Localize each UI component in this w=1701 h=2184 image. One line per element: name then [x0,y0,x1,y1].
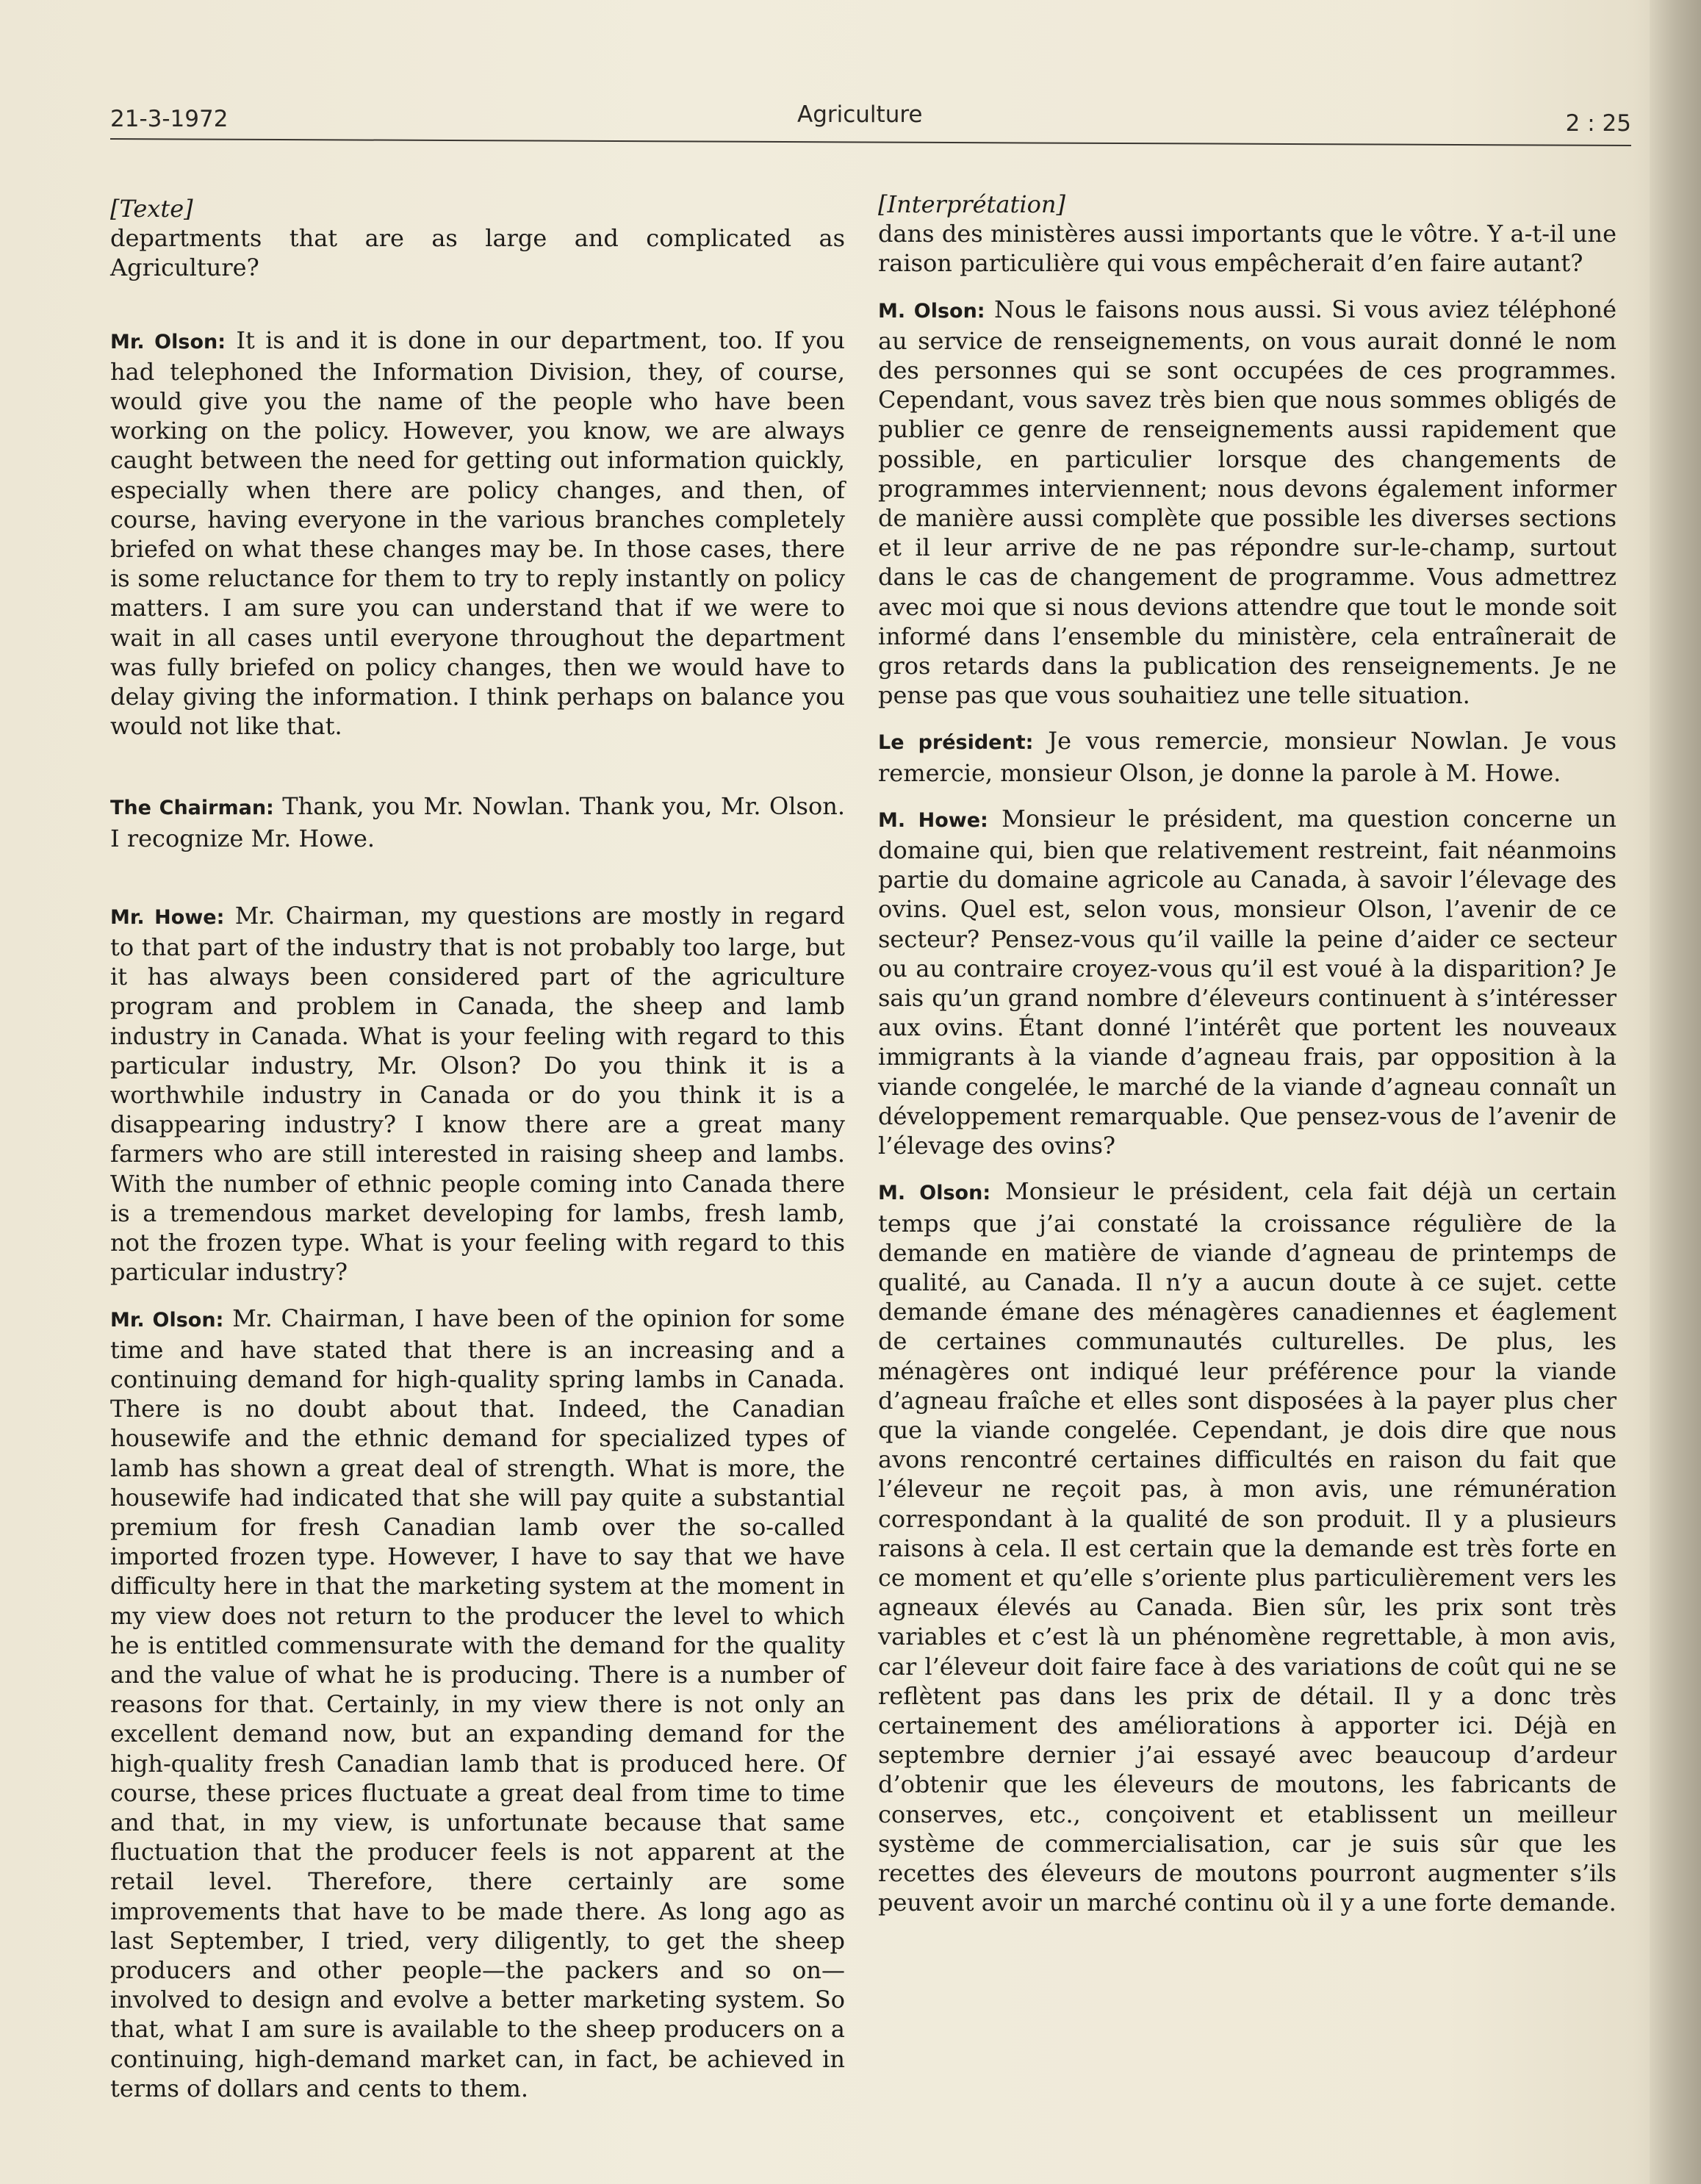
paragraph-president [878,726,1617,787]
paragraph-text: Monsieur le président, ma question concerne un domaine qui, bien que relativement restreint, fait néanmoins partie du domaine agricole au Canada, à savoir l’élevage des ovins. Quel est, selon vous, monsieur Olson, l’avenir de ce secteur? Pensez-vous qu’il vaille la peine d’aider ce secteur ou au contraire croyez-vous qu’il est voué à la disparition? Je sais qu’un grand nombre d’éleveurs continuent à s’intéresser aux ovins. Étant donné l’intérêt que portent les nouveaux immigrants à la viande d’agneau frais, par opposition à la viande congelée, le marché de la viande d’agneau connaît un développement remarquable. Que pensez-vous de l’avenir de l’élevage des ovins? [878,804,1617,1160]
paragraph-continuation [110,223,845,282]
paragraph-text: dans des ministères aussi importants que le vôtre. Y a-t-il une raison particulière qui vous empêcherait d’en faire autant? [878,220,1617,278]
paragraph-olson-2 [110,1304,845,2103]
paragraph-continuation [878,219,1617,278]
french-column [878,190,1617,1917]
speaker-label: Mr. Olson: [110,1308,224,1332]
speaker-label: M. Olson: [878,1182,991,1205]
language-tag: [Interprétation] [878,190,1065,218]
english-column [110,194,845,2103]
header-page-number: 2 : 25 [1565,110,1631,137]
paragraph-text: Mr. Chairman, my questions are mostly in regard to that part of the industry that is not probably too large, but it has always been considered part of the agriculture program and problem in Canada, the sheep and lamb industry in Canada. What is your feeling with regard to this particular industry, Mr. Olson? Do you think it is a worthwhile industry in Canada or do you think it is a disappearing industry? I know there are a great many farmers who are still interested in raising sheep and lambs. With the number of ethnic people coming into Canada there is a tremendous market developing for lambs, fresh lamb, not the frozen type. What is your feeling with regard to this particular industry? [110,901,845,1287]
paragraph-olson-1 [110,326,845,741]
paragraph-olson-1 [878,295,1617,711]
paragraph-text: Nous le faisons nous aussi. Si vous aviez téléphoné au service de renseignements, on vous aurait donné le nom des personnes qui se sont occupées de ces programmes. Cependant, vous savez très bien que nous sommes obligés de publier ce genre de renseignements aussi rapidement que possible, en particulier lorsque des changements de programmes interviennent; nous devons également informer de manière aussi complète que possible les diverses sections et il leur arrive de ne pas répondre sur-le-champ, surtout dans le cas de changement de programme. Vous admettrez avec moi que si nous devions attendre que tout le monde soit informé dans l’ensemble du ministère, cela entraînerait de gros retards dans la publication des renseignements. Je ne pense pas que vous souhaitiez une telle situation. [878,295,1617,710]
paragraph-text: Mr. Chairman, I have been of the opinion for some time and have stated that there is an increasing and a continuing demand for high-quality spring lambs in Canada. There is no doubt about that. Indeed, the Canadian housewife and the ethnic demand for specialized types of lamb has shown a great deal of strength. What is more, the housewife had indicated that she will pay quite a substantial premium for fresh Canadian lamb over the so-called imported frozen type. However, I have to say that we have difficulty here in that the marketing system at the moment in my view does not return to the producer the level to which he is entitled commensurate with the demand for the quality and the value of what he is producing. There is a number of reasons for that. Certainly, in my view there is not only an excellent demand now, but an expanding demand for the high-quality fresh Canadian lamb that is produced here. Of course, these prices fluctuate a great deal from time to time and that, in my view, is unfortunate because that same fluctuation that the producer feels is not apparent at the retail level. Therefore, there certainly are some improvements that have to be made there. As long ago as last September, I tried, very diligently, to get the sheep producers and other people—the packers and so on—involved to design and evolve a better marketing system. So that, what I am sure is available to the sheep producers on a continuing, high-demand market can, in fact, be achieved in terms of dollars and cents to them. [110,1304,845,2102]
paragraph-chairman [110,791,845,852]
paragraph-text: Monsieur le président, cela fait déjà un certain temps que j’ai constaté la croissance régulière de la demande en matière de viande d’agneau de printemps de qualité, au Canada. Il n’y a aucun doute à ce sujet. cette demande émane des ménagères canadiennes et éaglement de certaines communautés culturelles. De plus, les ménagères ont indiqué leur préférence pour la viande d’agneau fraîche et elles sont disposées à la payer plus cher que la viande congelée. Cependant, je dois dire que nous avons rencontré certaines difficultés en raison du fait que l’éleveur ne reçoit pas, à mon avis, une rémunération correspondant à la qualité de son produit. Il y a plusieurs raisons à cela. Il est certain que la demande est très forte en ce moment et qu’elle s’oriente plus particulièrement vers les agneaux élevés au Canada. Bien sûr, les prix sont très variables et c’est là un phénomène regrettable, à mon avis, car l’éleveur doit faire face à des variations de coût qui ne se reflètent pas dans les prix de détail. Il y a donc très certainement des améliorations à apporter ici. Déjà en septembre dernier j’ai essayé avec beaucoup d’ardeur d’obtenir que les éleveurs de moutons, les fabricants de conserves, etc., conçoivent et etablissent un meilleur système de commercialisation, car je suis sûr que les recettes des éleveurs de moutons pourront augmenter s’ils peuvent avoir un marché continu où il y a une forte demande. [878,1177,1617,1917]
paragraph-text: departments that are as large and complicated as Agriculture? [110,224,845,282]
speaker-label: Mr. Howe: [110,905,225,929]
paragraph-text: Je vous remercie, monsieur Nowlan. Je vous remercie, monsieur Olson, je donne la parole à M. Howe. [878,727,1617,787]
paragraph-text: Thank, you Mr. Nowlan. Thank you, Mr. Olson. I recognize Mr. Howe. [110,792,845,852]
paragraph-olson-2 [878,1177,1617,1917]
paragraph-text: It is and it is done in our department, too. If you had telephoned the Information Division, they, of course, would give you the name of the people who have been working on the policy. However, you know, we are always caught between the need for getting out information quickly, especially when there are policy changes, and then, of course, having everyone in the various branches completely briefed on what these changes may be. In those cases, there is some reluctance for them to try to reply instantly on policy matters. I am sure you can understand that if we were to wait in all cases until everyone throughout the department was fully briefed on policy changes, then we would have to delay giving the information. I think perhaps on balance you would not like that. [110,326,846,741]
header-date: 21-3-1972 [110,106,229,132]
paragraph-howe [878,804,1617,1160]
paragraph-howe [110,901,845,1287]
speaker-label: M. Howe: [878,808,988,832]
speaker-label: Mr. Olson: [110,330,226,353]
header-section-title: Agriculture [797,101,923,128]
language-tag: [Texte] [110,195,193,223]
speaker-label: M. Olson: [878,299,985,323]
speaker-label: Le président: [878,731,1034,755]
speaker-label: The Chairman: [110,797,274,820]
book-spine-shadow [1650,0,1701,2184]
